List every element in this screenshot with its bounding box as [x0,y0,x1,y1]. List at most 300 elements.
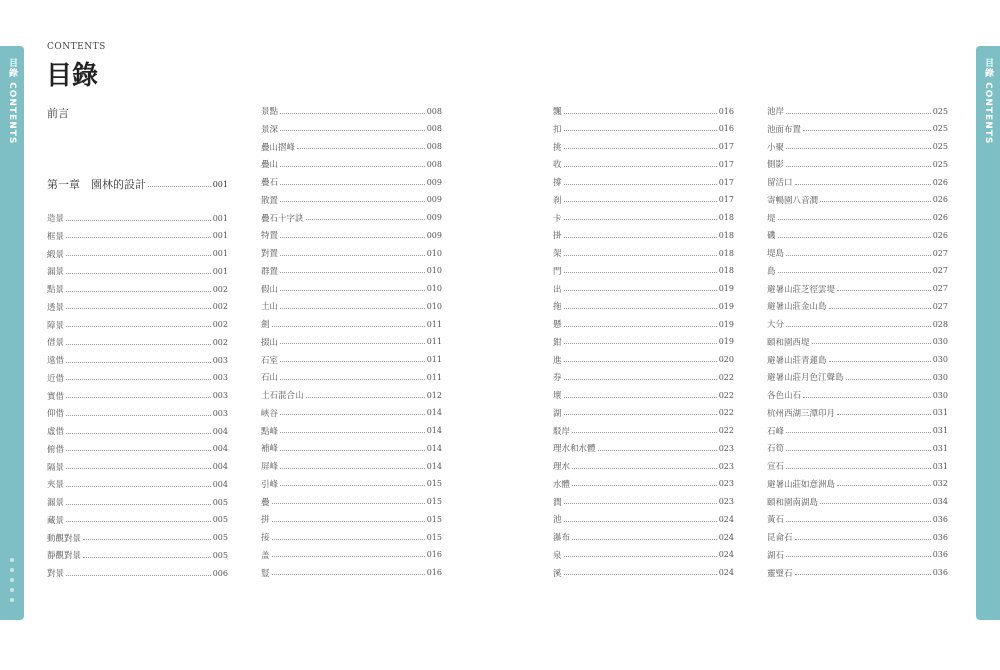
toc-entry-title: 隔景 [47,462,65,473]
toc-entry-page: 027 [932,301,948,311]
toc-entry[interactable] [47,176,228,192]
toc-entry-title: 疊山 [261,160,279,171]
toc-entry-title: 對景 [47,569,65,579]
toc-entry[interactable] [47,210,228,226]
toc-entry[interactable] [47,547,228,563]
toc-entry[interactable] [767,369,948,385]
toc-leader-dots [280,432,425,433]
toc-entry-title: 石筍 [767,444,785,455]
toc-entry[interactable] [553,494,734,510]
toc-entry-page: 011 [426,337,442,347]
toc-entry-page: 009 [426,213,442,222]
toc-entry-title: 理水 [553,462,571,472]
toc-entry-page: 019 [718,319,734,329]
toc-entry[interactable] [767,316,948,332]
toc-entry-page: 008 [426,106,442,116]
toc-entry-title: 第一章 園林的設計 [47,178,146,191]
toc-leader-dots [795,539,931,540]
toc-entry-title: 近借 [47,373,65,384]
toc-entry[interactable] [261,281,442,297]
toc-column-2 [261,0,442,670]
toc-entry[interactable] [553,316,734,332]
toc-leader-dots [280,414,425,415]
toc-entry[interactable] [767,192,948,208]
toc-entry-title: 接 [261,533,270,543]
toc-entry[interactable] [553,565,734,581]
toc-entry-page: 002 [212,302,228,312]
toc-entry[interactable] [553,440,734,456]
toc-leader-dots [786,521,931,522]
toc-entry-title: 漏景 [47,498,65,508]
toc-entry-page: 025 [932,142,948,151]
toc-entry[interactable] [47,317,228,333]
toc-leader-dots [83,557,211,558]
toc-entry[interactable] [261,174,442,190]
toc-entry-page: 026 [932,195,948,205]
toc-leader-dots [820,503,931,504]
toc-leader-dots [572,468,717,469]
toc-leader-dots [280,379,425,380]
toc-entry[interactable] [261,405,442,421]
toc-entry[interactable] [47,494,228,510]
toc-leader-dots [778,237,931,238]
toc-entry[interactable] [767,139,948,155]
toc-entry-title: 島 [767,266,776,277]
toc-entry[interactable] [47,228,228,244]
toc-entry-title: 池岸 [767,107,785,117]
toc-entry-title: 障景 [47,320,65,331]
toc-entry-page: 001 [212,213,228,223]
toc-entry-page: 004 [212,426,228,436]
toc-leader-dots [795,184,931,185]
toc-entry-title: 出 [553,284,562,295]
toc-leader-dots [564,308,717,309]
toc-entry-page: 014 [426,443,442,453]
toc-entry-page: 001 [212,249,228,258]
toc-leader-dots [66,344,211,345]
toc-entry[interactable] [47,388,228,404]
toc-entry[interactable] [553,511,734,527]
toc-entry[interactable] [767,281,948,297]
toc-leader-dots [786,468,931,469]
toc-entry[interactable] [47,334,228,350]
toc-entry[interactable] [261,458,442,474]
toc-entry-page: 036 [932,550,948,560]
toc-entry-title: 各色山石 [767,391,802,401]
toc-entry-page: 015 [426,532,442,542]
toc-entry-title: 劍 [261,320,270,330]
toc-leader-dots [786,113,931,114]
toc-entry[interactable] [553,458,734,474]
toc-entry-title: 疊 [261,497,270,508]
toc-entry[interactable] [553,121,734,137]
toc-entry[interactable] [553,281,734,297]
toc-entry-title: 避暑山莊金山島 [767,302,827,313]
toc-entry-title: 補峰 [261,444,279,455]
toc-entry-title: 避暑山莊青蓮島 [767,355,827,366]
toc-leader-dots [280,485,425,486]
toc-entry-title: 夾景 [47,480,65,491]
toc-entry-page: 017 [718,177,734,187]
toc-entry[interactable] [261,476,442,492]
toc-entry-page: 016 [426,568,442,577]
toc-entry[interactable] [553,298,734,314]
toc-entry-page: 030 [932,372,948,382]
toc-entry[interactable] [47,281,228,297]
toc-entry[interactable] [47,565,228,581]
toc-entry[interactable] [553,263,734,279]
toc-leader-dots [564,184,717,185]
toc-entry-title: 券 [553,373,562,384]
toc-entry-page: 031 [932,443,948,453]
toc-entry[interactable] [47,423,228,439]
toc-entry-title: 頤和園南湖島 [767,497,819,508]
toc-entry-page: 024 [718,514,734,524]
toc-leader-dots [66,308,211,309]
toc-entry-title: 石室 [261,355,279,366]
toc-entry[interactable] [261,352,442,368]
toc-entry[interactable] [47,405,228,421]
toc-entry-page: 022 [718,426,734,435]
toc-entry-title: 避暑山莊芝徑雲堤 [767,284,836,295]
toc-entry[interactable] [261,139,442,155]
toc-entry-page: 014 [426,461,442,471]
toc-entry-title: 實借 [47,391,65,402]
toc-entry[interactable] [767,405,948,421]
toc-entry[interactable] [261,529,442,545]
toc-leader-dots [66,397,211,398]
toc-entry-page: 012 [426,390,442,400]
toc-entry[interactable] [47,459,228,475]
toc-entry-page: 036 [932,532,948,542]
toc-entry-page: 019 [718,337,734,347]
toc-entry-page: 017 [718,159,734,169]
toc-entry[interactable] [767,565,948,581]
toc-entry[interactable] [553,174,734,190]
toc-entry-title: 大分 [767,320,785,330]
toc-column-3 [553,0,734,670]
left-side-label: 目錄 CONTENTS [7,58,17,145]
toc-entry[interactable] [553,547,734,563]
toc-entry-title: 刹 [553,195,562,206]
toc-entry[interactable] [767,263,948,279]
toc-entry-page: 031 [932,426,948,435]
toc-leader-dots [66,575,211,576]
toc-entry-title: 土石混合山 [261,391,304,401]
toc-entry[interactable] [767,423,948,439]
toc-leader-dots [66,468,211,469]
toc-leader-dots [280,130,425,131]
toc-entry[interactable] [553,387,734,403]
toc-leader-dots [66,379,211,380]
toc-entry[interactable] [261,227,442,243]
toc-entry[interactable] [553,529,734,545]
toc-leader-dots [564,503,717,504]
toc-entry[interactable] [261,121,442,137]
toc-leader-dots [786,326,931,327]
toc-entry-title: 仰借 [47,409,65,420]
toc-leader-dots [306,219,425,220]
toc-leader-dots [280,450,425,451]
toc-entry[interactable] [553,156,734,172]
toc-entry-page: 001 [212,266,228,276]
toc-entry[interactable] [767,387,948,403]
toc-entry[interactable] [47,299,228,315]
toc-leader-dots [564,361,717,362]
toc-entry-title: 特置 [261,231,279,242]
toc-leader-dots [846,379,931,380]
toc-leader-dots [837,290,931,291]
toc-entry-page: 027 [932,266,948,276]
toc-leader-dots [280,361,425,362]
toc-entry[interactable] [767,440,948,456]
toc-entry[interactable] [767,458,948,474]
toc-entry[interactable] [47,530,228,546]
toc-entry[interactable] [553,334,734,350]
toc-entry[interactable] [261,511,442,527]
toc-entry-title: 昆侖石 [767,533,793,543]
toc-entry-title: 石山 [261,373,279,384]
toc-leader-dots [297,148,425,149]
toc-entry-title: 掛 [553,231,562,242]
toc-entry[interactable] [767,529,948,545]
toc-leader-dots [564,219,717,220]
toc-entry-page: 009 [426,177,442,187]
toc-entry[interactable] [767,103,948,119]
toc-entry-title: 造景 [47,214,65,224]
toc-entry[interactable] [553,103,734,119]
toc-entry-title: 俯借 [47,444,65,455]
toc-entry[interactable] [261,263,442,279]
toc-entry-page: 010 [426,301,442,311]
toc-entry-page: 004 [212,444,228,454]
toc-entry-page: 008 [426,142,442,151]
toc-leader-dots [564,574,717,575]
toc-entry[interactable] [553,476,734,492]
toc-entry[interactable] [47,441,228,457]
toc-entry[interactable] [261,192,442,208]
toc-entry-page: 022 [718,408,734,418]
toc-entry[interactable] [767,298,948,314]
toc-entry-title: 景點 [261,107,279,117]
toc-entry[interactable] [553,245,734,261]
toc-leader-dots [66,486,211,487]
toc-entry-title: 前言 [47,107,69,120]
toc-entry-page: 030 [932,390,948,400]
toc-entry-title: 點峰 [261,426,279,437]
toc-entry-page: 002 [212,320,228,329]
toc-entry[interactable] [767,334,948,350]
toc-entry-title: 漏景 [47,267,65,278]
toc-entry-page: 011 [426,372,442,382]
toc-leader-dots [564,397,717,398]
toc-leader-dots [564,290,717,291]
toc-entry[interactable] [553,210,734,226]
toc-entry-title: 避暑山莊如意洲島 [767,479,836,490]
toc-leader-dots [786,432,931,433]
toc-leader-dots [66,521,211,522]
toc-entry-title: 拖 [553,302,562,313]
toc-entry-title: 點景 [47,285,65,295]
toc-entry[interactable] [767,476,948,492]
toc-leader-dots [837,485,931,486]
toc-leader-dots [786,148,931,149]
toc-entry[interactable] [261,547,442,563]
toc-entry[interactable] [47,512,228,528]
toc-entry-page: 023 [718,479,734,489]
toc-entry[interactable] [47,476,228,492]
toc-leader-dots [280,237,425,238]
toc-entry-page: 027 [932,248,948,258]
toc-entry-page: 002 [212,284,228,294]
toc-leader-dots [829,308,931,309]
toc-entry-title: 挑 [553,142,562,153]
toc-entry-title: 靜觀對景 [47,551,82,562]
toc-entry[interactable] [261,369,442,385]
toc-entry-page: 005 [212,533,228,542]
toc-entry[interactable] [261,103,442,119]
toc-leader-dots [272,556,425,557]
toc-entry[interactable] [47,352,228,368]
right-side-label: 目錄 CONTENTS [983,58,993,145]
page-title: 目錄 [46,61,99,91]
toc-leader-dots [564,237,717,238]
toc-leader-dots [837,414,931,415]
toc-entry-title: 架 [553,249,562,259]
toc-entry[interactable] [767,352,948,368]
toc-entry[interactable] [47,263,228,279]
toc-entry[interactable] [767,494,948,510]
toc-entry[interactable] [261,156,442,172]
toc-entry-title: 黃石 [767,515,785,526]
toc-entry-page: 036 [932,568,948,577]
toc-entry[interactable] [553,192,734,208]
toc-entry-page: 019 [718,301,734,311]
toc-entry[interactable] [553,227,734,243]
toc-entry[interactable] [767,547,948,563]
toc-entry-title: 透景 [47,302,65,313]
toc-entry-page: 005 [212,550,228,560]
toc-entry-title: 進 [553,355,562,366]
toc-entry-title: 借景 [47,338,65,349]
toc-leader-dots [280,166,425,167]
toc-leader-dots [572,432,717,433]
toc-entry-title: 靈璧石 [767,568,793,579]
toc-leader-dots [564,343,717,344]
toc-entry-page: 030 [932,355,948,364]
toc-entry-page: 011 [426,319,442,329]
toc-entry-page: 025 [932,106,948,116]
toc-leader-dots [564,556,717,557]
toc-entry-page: 032 [932,479,948,489]
toc-entry[interactable] [767,210,948,226]
toc-entry-page: 023 [718,461,734,471]
toc-entry[interactable] [261,316,442,332]
toc-entry[interactable] [553,352,734,368]
toc-leader-dots [272,503,425,504]
toc-entry[interactable] [553,405,734,421]
toc-entry-page: 018 [718,266,734,276]
toc-entry[interactable] [261,387,442,403]
toc-entry[interactable] [261,298,442,314]
toc-entry-page: 022 [718,390,734,400]
toc-entry-title: 屏峰 [261,462,279,472]
toc-entry-title: 假山 [261,284,279,295]
toc-leader-dots [598,450,717,451]
toc-entry-title: 池面布置 [767,124,802,135]
toc-entry-page: 036 [932,514,948,524]
toc-entry[interactable] [553,139,734,155]
toc-entry[interactable] [767,156,948,172]
toc-entry[interactable] [261,210,442,226]
toc-leader-dots [280,290,425,291]
toc-leader-dots [778,219,931,220]
toc-leader-dots [306,397,425,398]
toc-entry-page: 003 [212,373,228,383]
toc-entry[interactable] [553,423,734,439]
toc-leader-dots [66,255,211,256]
toc-entry-page: 009 [426,195,442,205]
toc-leader-dots [272,539,425,540]
toc-entry[interactable] [47,370,228,386]
toc-leader-dots [280,272,425,273]
toc-entry-page: 003 [212,408,228,418]
toc-entry-title: 鉗 [553,337,562,348]
toc-entry[interactable] [261,334,442,350]
toc-entry-page: 010 [426,284,442,293]
toc-entry-page: 022 [718,372,734,382]
toc-entry-title: 宣石 [767,462,785,472]
toc-entry[interactable] [767,511,948,527]
toc-entry-page: 028 [932,319,948,329]
toc-entry-title: 散置 [261,195,279,206]
toc-entry[interactable] [261,494,442,510]
toc-leader-dots [564,148,717,149]
toc-entry[interactable] [767,227,948,243]
toc-entry[interactable] [767,174,948,190]
toc-entry[interactable] [553,369,734,385]
toc-entry-title: 池 [553,515,562,526]
toc-entry[interactable] [47,246,228,262]
toc-entry-page: 030 [932,337,948,347]
toc-leader-dots [786,166,931,167]
toc-entry-page: 024 [718,532,734,542]
toc-entry-title: 潤 [553,497,562,508]
toc-entry-title: 群置 [261,266,279,277]
toc-entry-title: 避暑山莊月色江聲島 [767,373,844,384]
toc-entry[interactable] [767,121,948,137]
toc-entry-page: 025 [932,124,948,134]
toc-entry-title: 卡 [553,213,562,224]
toc-entry-title: 動觀對景 [47,533,82,544]
toc-entry-page: 017 [718,195,734,205]
toc-entry[interactable] [261,565,442,581]
toc-entry[interactable] [261,245,442,261]
toc-entry-title: 拼 [261,515,270,526]
toc-entry-page: 011 [426,355,442,364]
toc-entry[interactable] [261,423,442,439]
toc-entry-title: 理水和水體 [553,444,596,455]
toc-entry-page: 034 [932,497,948,506]
toc-entry[interactable] [261,440,442,456]
toc-entry[interactable] [767,245,948,261]
toc-entry-title: 留活口 [767,178,793,188]
toc-entry-page: 018 [718,213,734,222]
toc-entry-title: 豎 [261,568,270,579]
toc-leader-dots [66,433,211,434]
toc-entry[interactable] [47,105,228,121]
toc-entry-page: 003 [212,391,228,400]
